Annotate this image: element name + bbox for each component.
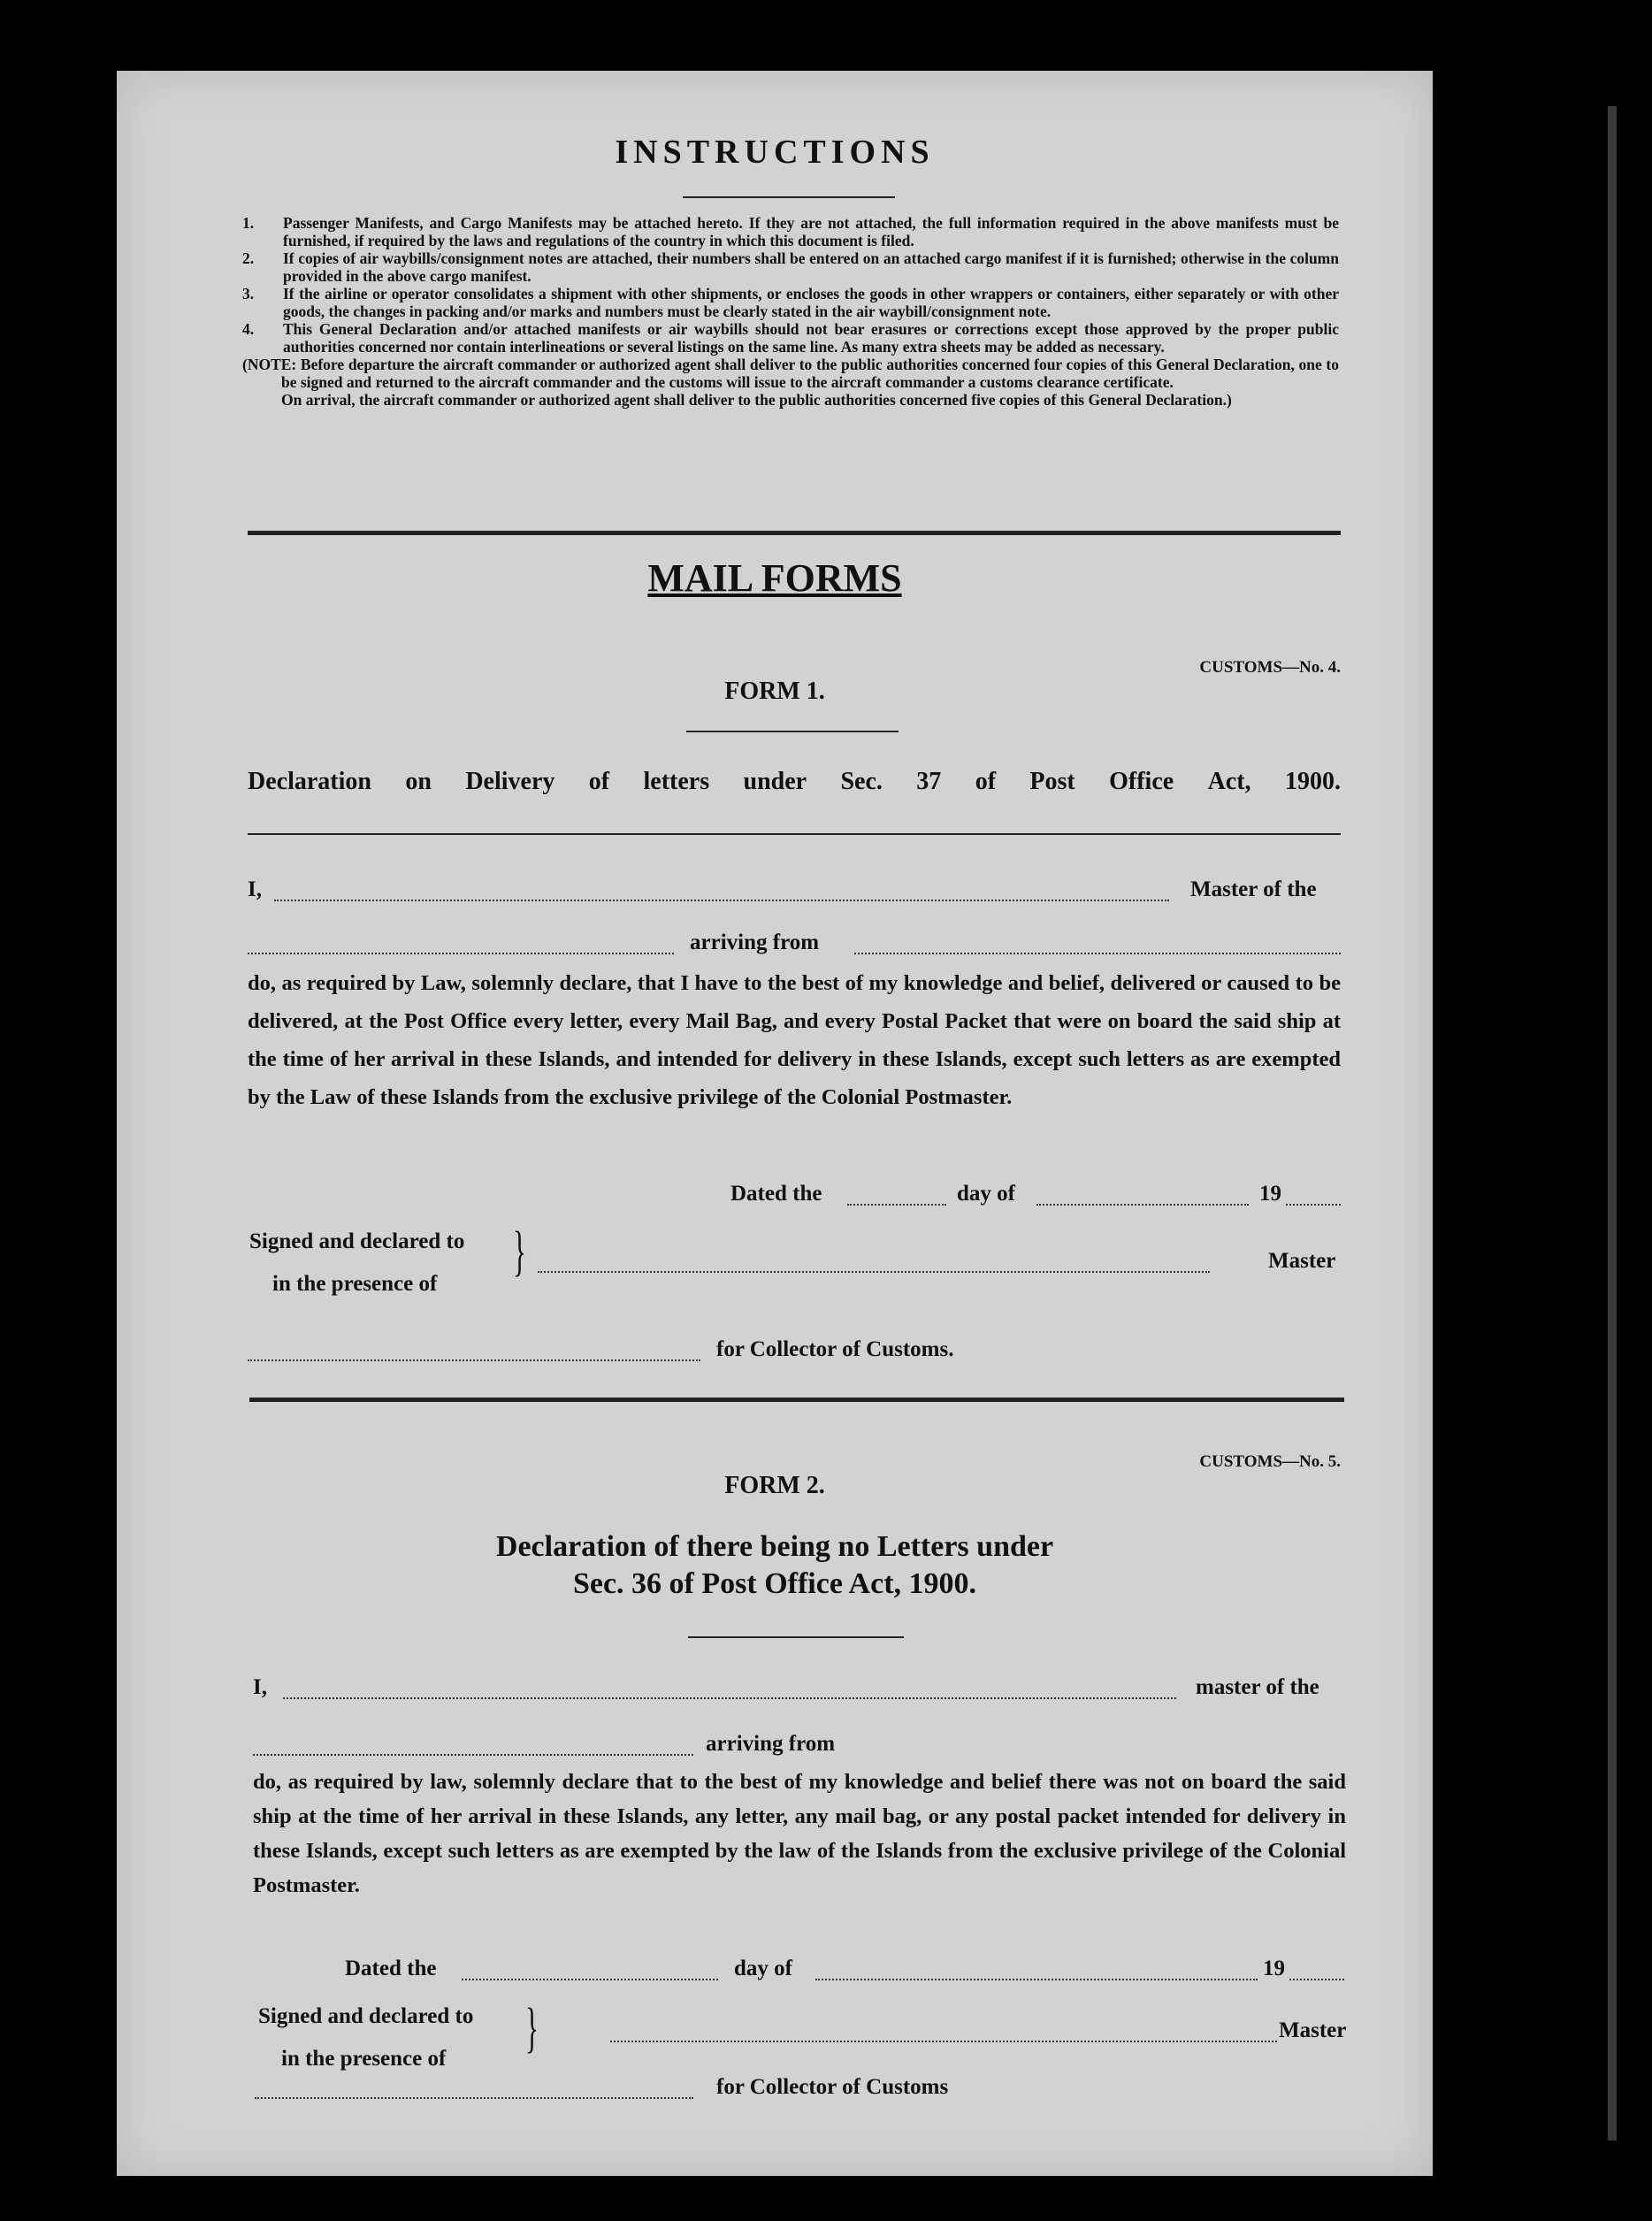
form2-name-field[interactable] — [283, 1697, 1176, 1699]
instructions-title-rule — [683, 196, 895, 198]
instruction-number: 2. — [242, 249, 255, 267]
form1-dated-the: Dated the — [730, 1182, 822, 1206]
form1-heading-word: under — [743, 768, 807, 795]
form1-month-field[interactable] — [1036, 1204, 1249, 1206]
form2-signed-line1: Signed and declared to — [258, 2004, 474, 2028]
instruction-text: If the airline or operator consolidates a shipment with other shipments, or encloses the goods in other wrappers or containers, either separately or with other goods, the changes in packing and/or marks and numbers must be clearly stated in the air waybill/consignment note. — [283, 285, 1339, 320]
instructions-note-arrival: On arrival, the aircraft commander or authorized agent shall deliver to the public authorities concerned five copies of this General Declaration.) — [281, 391, 1232, 409]
form2-title: FORM 2. — [724, 1472, 825, 1499]
form2-heading-line1: Declaration of there being no Letters under — [495, 1530, 1054, 1563]
mail-forms-title: MAIL FORMS — [647, 556, 902, 600]
form2-dated-the: Dated the — [345, 1957, 437, 1980]
form2-signed-line2: in the presence of — [281, 2047, 447, 2071]
form2-body: do, as required by law, solemnly declare that to the best of my knowledge and belief there was not on board the said ship at the time of her arrival in these Islands, any letter, any mail bag, or any postal packet intended for delivery in these Islands, except such letters as are exempted by the law of the Islands from the exclusive privilege of the Colonial Postmaster. — [253, 1770, 1346, 1897]
form1-arriving-from: arriving from — [690, 931, 820, 954]
form1-heading-word: Office — [1109, 768, 1174, 795]
form2-heading-line2: Sec. 36 of Post Office Act, 1900. — [572, 1567, 977, 1600]
form2-declaration-heading — [117, 1528, 1433, 1603]
instructions-note: (NOTE: Before departure the aircraft commander or authorized agent shall deliver to the public authorities concerned four copies of this General Declaration, one to be signed and returned to the aircraft commander and the customs will issue to the aircraft commander a customs clearance certificate. — [242, 356, 1339, 391]
instruction-text: If copies of air waybills/consignment notes are attached, their numbers shall be entered on an attached cargo manifest if it is furnished; otherwise in the column provided in the above cargo manifest. — [283, 249, 1339, 285]
form1-heading-word: 37 — [916, 768, 942, 795]
instruction-text: Passenger Manifests, and Cargo Manifests may be attached hereto. If they are not attached, the full information required in the above manifests must be furnished, if required by the laws and regulations of the country in which this document is filed. — [283, 214, 1339, 249]
form1-heading-word: Post — [1029, 768, 1075, 795]
form1-year-field[interactable] — [1286, 1204, 1341, 1206]
form2-day-of: day of — [734, 1957, 792, 1980]
form1-heading-word: Sec. — [840, 768, 883, 795]
form2-brace: } — [525, 1998, 539, 2058]
form1-heading-word: on — [405, 768, 432, 795]
instruction-number: 1. — [242, 214, 255, 232]
form2-for-collector: for Collector of Customs — [716, 2075, 949, 2099]
form1-customs-number: CUSTOMS—No. 4. — [1199, 658, 1341, 677]
instruction-item — [242, 249, 1339, 285]
form1-heading-word: of — [975, 768, 997, 795]
form1-signed-line2: in the presence of — [272, 1272, 438, 1296]
instructions-title: INSTRUCTIONS — [615, 134, 935, 171]
form1-heading-rule — [248, 833, 1341, 835]
form1-body: do, as required by Law, solemnly declare, that I have to the best of my knowledge and belief, delivered or caused to be delivered, at the Post Office every letter, every Mail Bag, and every Postal Packet that were on board the said ship at the time of her arrival in these Islands, and intended for delivery in these Islands, except such letters as are exempted by the Law of these Islands from the exclusive privilege of the Colonial Postmaster. — [248, 971, 1341, 1109]
form1-title-rule — [686, 731, 899, 732]
form2-i-label: I, — [253, 1675, 267, 1699]
form1-for-collector: for Collector of Customs. — [716, 1337, 954, 1361]
form2-arriving-from: arriving from — [706, 1732, 836, 1756]
form2-month-field[interactable] — [815, 1979, 1258, 1980]
form1-heading-word: Declaration — [248, 768, 371, 795]
form1-ship-field[interactable] — [248, 953, 674, 954]
form1-master-signature-field[interactable] — [538, 1271, 1210, 1273]
form1-master-of-the: Master of the — [1190, 877, 1317, 901]
form1-day-field[interactable] — [847, 1204, 946, 1206]
form2-ship-field[interactable] — [253, 1754, 693, 1756]
form1-brace: } — [513, 1222, 526, 1282]
form1-declaration-heading — [248, 768, 1341, 796]
form1-origin-field[interactable] — [854, 953, 1341, 954]
form-divider — [249, 1398, 1344, 1402]
form2-day-field[interactable] — [462, 1979, 718, 1980]
form2-heading-rule — [688, 1636, 904, 1638]
form1-master-label: Master — [1268, 1249, 1336, 1273]
form1-day-of: day of — [957, 1182, 1015, 1206]
form1-collector-signature-field[interactable] — [248, 1359, 700, 1361]
form1-heading-word: Act, — [1207, 768, 1251, 795]
form2-year-prefix: 19 — [1263, 1957, 1285, 1980]
form1-heading-word: of — [588, 768, 610, 795]
form1-signed-line1: Signed and declared to — [249, 1229, 465, 1253]
form1-heading-word: Delivery — [465, 768, 555, 795]
instruction-text: This General Declaration and/or attached manifests or air waybills should not bear erasures or corrections except those approved by the proper public authorities concerned nor contain interlineations or several listings on the same line. As many extra sheets may be added as necessary. — [283, 320, 1339, 356]
form2-year-field[interactable] — [1289, 1979, 1344, 1980]
instruction-item — [242, 214, 1339, 249]
form1-title: FORM 1. — [724, 678, 825, 705]
form1-year-prefix: 19 — [1259, 1182, 1281, 1206]
instruction-number: 3. — [242, 285, 255, 303]
form1-heading-word: letters — [643, 768, 710, 795]
form2-customs-number: CUSTOMS—No. 5. — [1199, 1452, 1341, 1471]
form1-heading-word: 1900. — [1284, 768, 1341, 795]
form2-master-of-the: master of the — [1196, 1675, 1319, 1699]
form2-collector-signature-field[interactable] — [255, 2097, 693, 2099]
form2-master-signature-field[interactable] — [610, 2041, 1277, 2042]
instructions-list — [242, 214, 1339, 409]
instruction-number: 4. — [242, 320, 255, 338]
document-page — [117, 71, 1433, 2176]
section-divider — [248, 531, 1341, 535]
instruction-item — [242, 285, 1339, 320]
adjacent-page-edge — [1608, 106, 1617, 2141]
form1-name-field[interactable] — [274, 900, 1169, 901]
form1-i-label: I, — [248, 877, 262, 901]
form2-master-label: Master — [1279, 2018, 1347, 2042]
instruction-item — [242, 320, 1339, 356]
